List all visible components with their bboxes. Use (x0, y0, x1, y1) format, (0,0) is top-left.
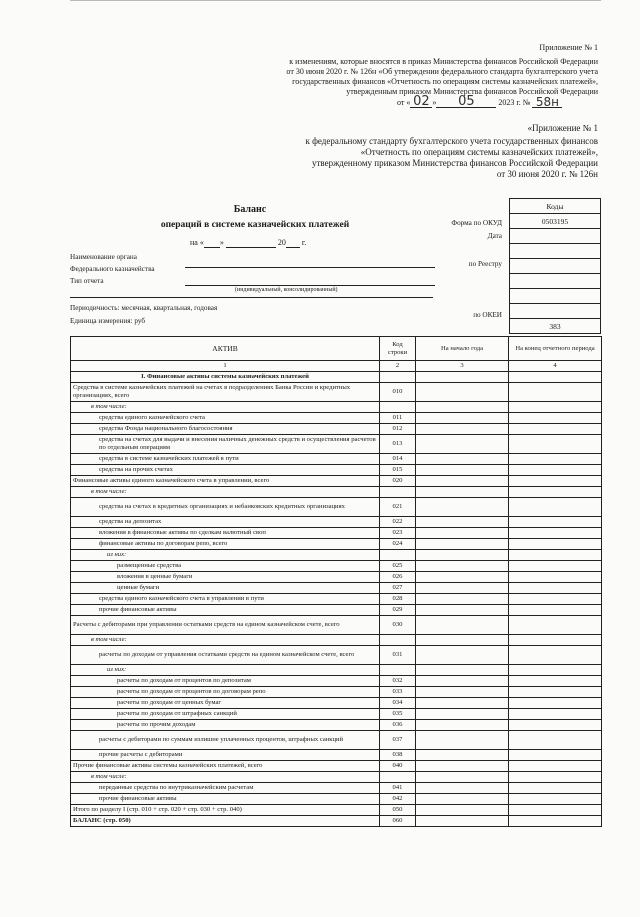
okud-value: 0503195 (510, 214, 601, 229)
form-date-year-field[interactable] (286, 238, 300, 248)
row-end-value[interactable] (509, 561, 602, 572)
header-asset: АКТИВ (71, 337, 380, 361)
row-start-value[interactable] (416, 676, 509, 687)
row-code: 021 (380, 498, 416, 517)
okei-label: по ОКЕИ (473, 311, 502, 319)
table-row (71, 583, 602, 594)
row-start-value[interactable] (416, 805, 509, 816)
row-start-value[interactable] (416, 550, 509, 561)
form-date-year: 20 (277, 238, 286, 247)
row-code (380, 665, 416, 676)
row-label: размещенные средства (71, 561, 380, 572)
row-label: расчеты по доходам от штрафных санкций (71, 709, 380, 720)
periodicity-value[interactable] (510, 304, 601, 319)
table-row (71, 465, 602, 476)
row-label: средства Фонда национального благосостояния (71, 424, 380, 435)
row-end-value[interactable] (509, 528, 602, 539)
table-row (71, 676, 602, 687)
row-start-value[interactable] (416, 424, 509, 435)
okei-value: 383 (510, 319, 601, 334)
report-type-value[interactable] (510, 289, 601, 304)
row-code: 038 (380, 750, 416, 761)
row-end-value[interactable] (509, 517, 602, 528)
table-row (71, 665, 602, 676)
form-date-month[interactable] (226, 238, 276, 248)
row-code: 022 (380, 517, 416, 528)
org-label (70, 253, 155, 274)
table-row (71, 487, 602, 498)
row-label: средства в системе казначейских платежей в пути (71, 454, 380, 465)
table-row (71, 698, 602, 709)
row-code: 011 (380, 413, 416, 424)
row-label: прочие финансовые активы (71, 794, 380, 805)
row-label: из них: (71, 550, 380, 561)
standard-line: «Отчетность по операциям системы казначейских платежей», (360, 147, 598, 157)
table-row (71, 372, 602, 383)
row-end-value[interactable] (509, 383, 602, 402)
standard-line: к федеральному стандарту бухгалтерского учета государственных финансов (305, 136, 598, 146)
table-row (71, 750, 602, 761)
row-code: 010 (380, 383, 416, 402)
form-subtitle: операций в системе казначейских платежей (160, 220, 350, 230)
row-label: Прочие финансовые активы системы казначейских платежей, всего (71, 761, 380, 772)
header-code: Код строки (380, 337, 416, 361)
row-end-value[interactable] (509, 465, 602, 476)
appendix-line: государственных финансов «Отчетность по операциям системы казначейских платежей», (292, 77, 598, 86)
row-end-value[interactable] (509, 583, 602, 594)
row-start-value[interactable] (416, 665, 509, 676)
appendix-title: Приложение № 1 (539, 43, 598, 52)
row-code: 034 (380, 698, 416, 709)
row-end-value[interactable] (509, 676, 602, 687)
table-row (71, 616, 602, 635)
codes-box (509, 198, 601, 334)
row-start-value[interactable] (416, 454, 509, 465)
row-code: 033 (380, 687, 416, 698)
row-start-value[interactable] (416, 539, 509, 550)
row-code: 030 (380, 616, 416, 635)
table-row (71, 498, 602, 517)
row-code: 014 (380, 454, 416, 465)
row-start-value[interactable] (416, 594, 509, 605)
row-code: 037 (380, 731, 416, 750)
row-label: расчеты с дебиторами по суммам излишне уплаченных процентов, штрафных санкций (71, 731, 380, 750)
org-code-value[interactable] (510, 244, 601, 259)
row-start-value[interactable] (416, 794, 509, 805)
form-date-day[interactable] (204, 238, 220, 248)
row-code (380, 550, 416, 561)
row-code: 029 (380, 605, 416, 616)
row-end-value[interactable] (509, 498, 602, 517)
row-label: из них: (71, 665, 380, 676)
appendix-header (78, 43, 598, 97)
table-row (71, 528, 602, 539)
appendix-line: утвержденным приказом Министерства финансов Российской Федерации (346, 87, 598, 96)
row-end-value[interactable] (509, 594, 602, 605)
row-code: 013 (380, 435, 416, 454)
table-row (71, 816, 602, 827)
row-start-value[interactable] (416, 383, 509, 402)
row-label: расчеты по прочим доходам (71, 720, 380, 731)
row-end-value[interactable] (509, 539, 602, 550)
row-start-value[interactable] (416, 487, 509, 498)
row-code: 036 (380, 720, 416, 731)
okud-label: Форма по ОКУД (451, 219, 502, 227)
table-row (71, 594, 602, 605)
row-end-value[interactable] (509, 709, 602, 720)
row-code: 040 (380, 761, 416, 772)
unit-label: Единица измерения: руб (70, 317, 145, 325)
table-row (71, 772, 602, 783)
row-end-value[interactable] (509, 616, 602, 635)
table-row (71, 561, 602, 572)
row-start-value[interactable] (416, 413, 509, 424)
col-number: 1 (71, 361, 380, 372)
row-end-value[interactable] (509, 783, 602, 794)
form-date-g: г. (301, 238, 307, 247)
row-code: 060 (380, 816, 416, 827)
date-year: 2023 г. № (498, 98, 531, 107)
row-code: 032 (380, 676, 416, 687)
codes-header: Коды (510, 199, 601, 214)
table-row (71, 383, 602, 402)
appendix-date (397, 94, 597, 109)
row-end-value[interactable] (509, 805, 602, 816)
row-label: средства на депозитах (71, 517, 380, 528)
row-end-value[interactable] (509, 731, 602, 750)
row-code (380, 635, 416, 646)
row-end-value[interactable] (509, 413, 602, 424)
row-start-value[interactable] (416, 528, 509, 539)
row-code: 035 (380, 709, 416, 720)
standard-line: утвержденному приказом Министерства финансов Российской Федерации (311, 158, 598, 168)
row-start-value[interactable] (416, 709, 509, 720)
row-code: 041 (380, 783, 416, 794)
balance-table (70, 336, 602, 827)
row-start-value[interactable] (416, 372, 509, 383)
row-start-value[interactable] (416, 816, 509, 827)
row-label: средства единого казначейского счета в управлении в пути (71, 594, 380, 605)
row-start-value[interactable] (416, 572, 509, 583)
row-code: 020 (380, 476, 416, 487)
order-number: 58н (532, 97, 562, 108)
standard-title: «Приложение № 1 (527, 123, 598, 133)
date-prefix: от « (397, 98, 411, 107)
row-code (380, 402, 416, 413)
row-label: в том числе: (71, 635, 380, 646)
registry-value-2[interactable] (510, 274, 601, 289)
date-day: 02 (410, 97, 432, 108)
table-row (71, 805, 602, 816)
row-label: прочие финансовые активы (71, 605, 380, 616)
row-end-value[interactable] (509, 794, 602, 805)
row-code: 023 (380, 528, 416, 539)
row-start-value[interactable] (416, 465, 509, 476)
row-code: 024 (380, 539, 416, 550)
row-label: в том числе: (71, 402, 380, 413)
date-month: 05 (436, 97, 496, 108)
row-code: 050 (380, 805, 416, 816)
report-type-label: Тип отчета (70, 277, 104, 285)
row-label: финансовые активы по договорам репо, всего (71, 539, 380, 550)
report-type-divider (70, 297, 433, 298)
table-row (71, 413, 602, 424)
row-start-value[interactable] (416, 772, 509, 783)
row-label: средства единого казначейского счета (71, 413, 380, 424)
row-code: 026 (380, 572, 416, 583)
org-field[interactable] (185, 267, 435, 268)
row-code: 042 (380, 794, 416, 805)
standard-header (78, 123, 598, 180)
date-value[interactable] (510, 229, 601, 244)
row-label: вложения в финансовые активы по сделкам валютный своп (71, 528, 380, 539)
table-row (71, 454, 602, 465)
row-label: вложения в ценные бумаги (71, 572, 380, 583)
row-start-value[interactable] (416, 476, 509, 487)
row-code: 028 (380, 594, 416, 605)
row-code: 015 (380, 465, 416, 476)
row-code: 012 (380, 424, 416, 435)
row-end-value[interactable] (509, 424, 602, 435)
row-label: I. Финансовые активы системы казначейских платежей (71, 372, 380, 383)
row-end-value[interactable] (509, 605, 602, 616)
table-row (71, 646, 602, 665)
row-start-value[interactable] (416, 498, 509, 517)
table-row (71, 720, 602, 731)
row-start-value[interactable] (416, 435, 509, 454)
header-start: На начало года (416, 337, 509, 361)
row-code: 027 (380, 583, 416, 594)
row-code: 025 (380, 561, 416, 572)
row-start-value[interactable] (416, 583, 509, 594)
row-start-value[interactable] (416, 750, 509, 761)
standard-line: от 30 июня 2020 г. № 126н (496, 169, 598, 179)
appendix-line: от 30 июня 2020 г. № 126н «Об утверждении федерального стандарта бухгалтерского учета (286, 67, 598, 76)
form-date (190, 238, 350, 248)
row-start-value[interactable] (416, 561, 509, 572)
org-field-2[interactable] (185, 285, 435, 286)
row-end-value[interactable] (509, 665, 602, 676)
row-label: средства на счетах в кредитных организациях и небанковских кредитных организациях (71, 498, 380, 517)
table-row (71, 605, 602, 616)
row-start-value[interactable] (416, 698, 509, 709)
col-number: 2 (380, 361, 416, 372)
table-row (71, 539, 602, 550)
date-mid: » (432, 98, 437, 107)
row-end-value[interactable] (509, 476, 602, 487)
row-start-value[interactable] (416, 616, 509, 635)
row-end-value[interactable] (509, 454, 602, 465)
row-label: прочие расчеты с дебиторами (71, 750, 380, 761)
row-end-value[interactable] (509, 761, 602, 772)
table-row (71, 435, 602, 454)
header-end: На конец отчетного периода (509, 337, 602, 361)
row-start-value[interactable] (416, 635, 509, 646)
report-type-hint: (индивидуальный, консолидированный) (235, 287, 338, 293)
row-start-value[interactable] (416, 783, 509, 794)
row-label: БАЛАНС (стр. 050) (71, 816, 380, 827)
row-code (380, 487, 416, 498)
org-label-line: Наименование органа (70, 253, 137, 261)
row-end-value[interactable] (509, 402, 602, 413)
row-end-value[interactable] (509, 772, 602, 783)
table-row (71, 550, 602, 561)
table-row (71, 709, 602, 720)
row-start-value[interactable] (416, 646, 509, 665)
org-label-line: Федерального казначейства (70, 265, 155, 273)
row-label: расчеты по доходам от процентов по депозитам (71, 676, 380, 687)
col-number: 3 (416, 361, 509, 372)
table-row (71, 731, 602, 750)
row-start-value[interactable] (416, 605, 509, 616)
row-label: средства на счетах для выдачи и внесения наличных денежных средств и осуществления расчетов по отдельным операциям (71, 435, 380, 454)
col-number: 4 (509, 361, 602, 372)
form-date-on: на « (190, 238, 204, 247)
table-row (71, 783, 602, 794)
row-end-value[interactable] (509, 687, 602, 698)
table-row (71, 687, 602, 698)
table-row (71, 635, 602, 646)
row-code (380, 372, 416, 383)
row-label: в том числе: (71, 772, 380, 783)
row-end-value[interactable] (509, 572, 602, 583)
row-start-value[interactable] (416, 731, 509, 750)
row-end-value[interactable] (509, 720, 602, 731)
date-label: Дата (487, 232, 502, 240)
row-end-value[interactable] (509, 698, 602, 709)
row-start-value[interactable] (416, 687, 509, 698)
table-row (71, 517, 602, 528)
table-row (71, 476, 602, 487)
row-label: переданные средства по внутриказначейским расчетам (71, 783, 380, 794)
row-label: расчеты по доходам от ценных бумаг (71, 698, 380, 709)
registry-label: по Реестру (468, 260, 502, 268)
table-row (71, 424, 602, 435)
row-label: Расчеты с дебиторами при управлении остатками средств на едином казначейском счете, всего (71, 616, 380, 635)
table-row (71, 761, 602, 772)
row-end-value[interactable] (509, 487, 602, 498)
row-end-value[interactable] (509, 550, 602, 561)
appendix-line: к изменениям, которые вносятся в приказ Министерства финансов Российской Федерации (289, 57, 598, 66)
row-label: расчеты по доходам от процентов по договорам репо (71, 687, 380, 698)
row-start-value[interactable] (416, 761, 509, 772)
periodicity: Периодичность: месячная, квартальная, годовая (70, 304, 218, 312)
row-end-value[interactable] (509, 372, 602, 383)
form-date-close: » (219, 238, 224, 247)
form-title: Баланс (233, 204, 267, 215)
row-end-value[interactable] (509, 816, 602, 827)
row-label: средства на прочих счетах (71, 465, 380, 476)
row-label: расчеты по доходам от управления остатками средств на едином казначейском счете, всего (71, 646, 380, 665)
row-label: Финансовые активы единого казначейского счета в управлении, всего (71, 476, 380, 487)
registry-value[interactable] (510, 259, 601, 274)
row-start-value[interactable] (416, 402, 509, 413)
row-code: 031 (380, 646, 416, 665)
table-row (71, 402, 602, 413)
row-label: в том числе: (71, 487, 380, 498)
row-end-value[interactable] (509, 646, 602, 665)
row-end-value[interactable] (509, 435, 602, 454)
row-start-value[interactable] (416, 517, 509, 528)
row-label: Итого по разделу I (стр. 010 + стр. 020 + стр. 030 + стр. 040) (71, 805, 380, 816)
page-edge (70, 0, 601, 1)
table-row (71, 794, 602, 805)
row-end-value[interactable] (509, 635, 602, 646)
row-code (380, 772, 416, 783)
row-start-value[interactable] (416, 720, 509, 731)
table-row (71, 572, 602, 583)
row-label: Средства в системе казначейских платежей на счетах в подразделениях Банка России и кредитных организациях, всего (71, 383, 380, 402)
row-label: ценные бумаги (71, 583, 380, 594)
row-end-value[interactable] (509, 750, 602, 761)
